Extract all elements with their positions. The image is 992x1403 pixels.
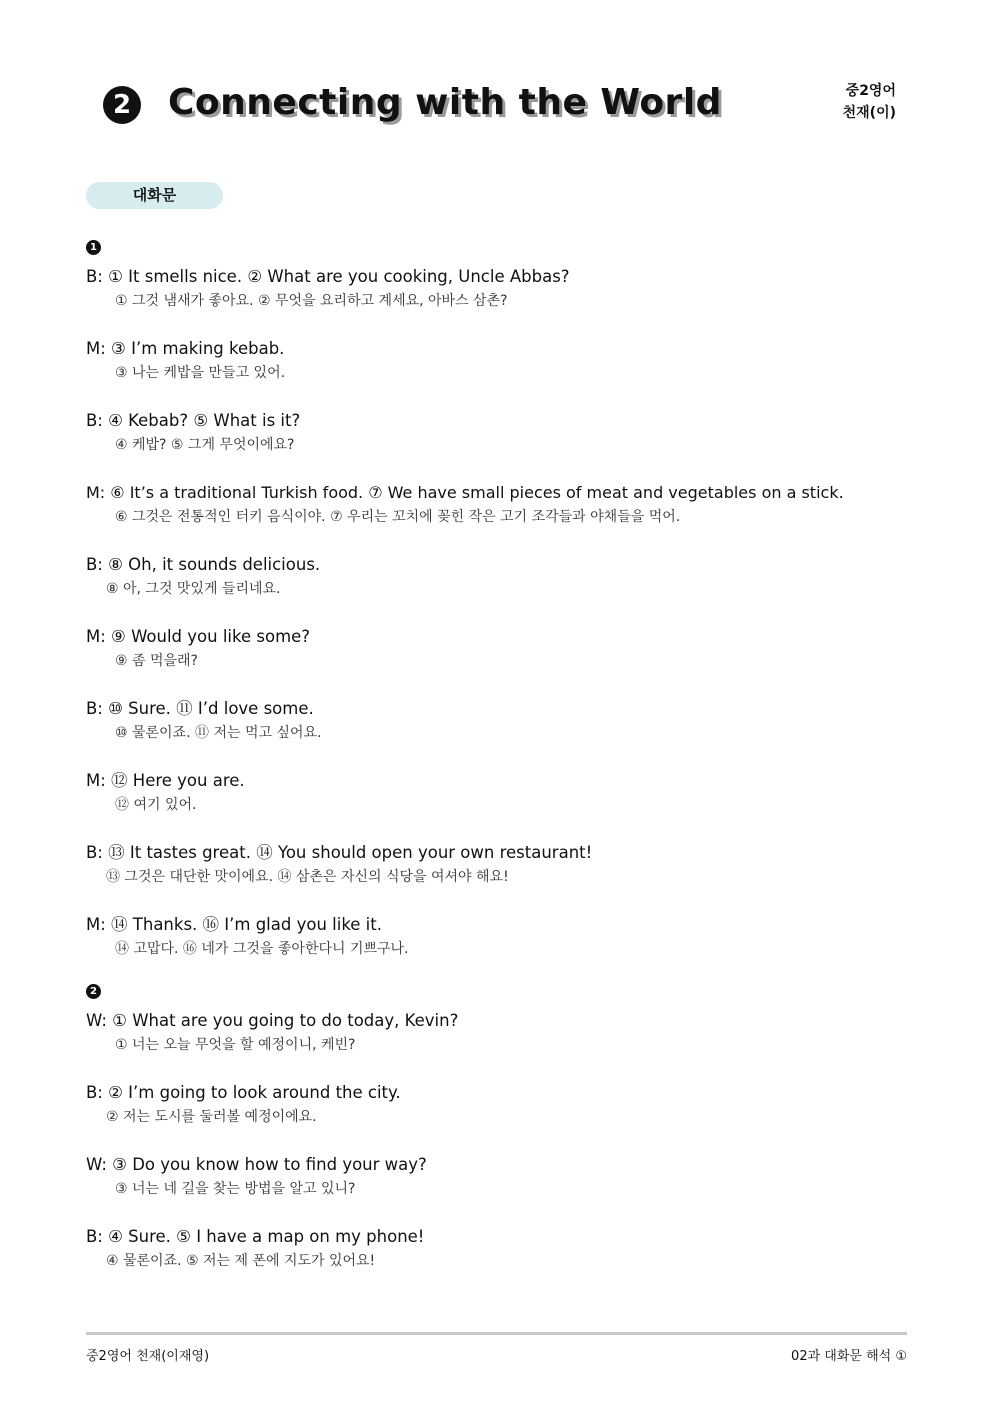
dialogue-line xyxy=(86,336,916,384)
lesson-title: Connecting with the World xyxy=(168,82,722,123)
english-sentence: B: ② I’m going to look around the city. xyxy=(86,1083,401,1102)
korean-translation: ③ 너는 네 길을 찾는 방법을 알고 있니? xyxy=(115,1181,356,1197)
english-sentence: M: ⑨ Would you like some? xyxy=(86,627,311,646)
english-sentence: M: ⑫ Here you are. xyxy=(86,771,245,790)
korean-translation: ⑬ 그것은 대단한 맛이에요. ⑭ 삼촌은 자신의 식당을 여셔야 해요! xyxy=(106,869,509,885)
footer-course: 중2영어 천재(이재영) xyxy=(86,1349,210,1364)
dialogue-line xyxy=(86,408,916,456)
publisher-label: 천재(이) xyxy=(842,105,896,121)
page-header xyxy=(100,78,900,138)
dialogue-1 xyxy=(86,240,916,960)
english-sentence: B: ④ Kebab? ⑤ What is it? xyxy=(86,411,301,430)
dialogue-list xyxy=(86,240,916,1296)
dialogue-line xyxy=(86,624,916,672)
korean-translation: ③ 나는 케밥을 만들고 있어. xyxy=(115,365,286,381)
english-sentence: W: ③ Do you know how to find your way? xyxy=(86,1155,427,1174)
dialogue-line xyxy=(86,768,916,816)
dialogue-line xyxy=(86,1080,916,1128)
english-sentence: B: ⑧ Oh, it sounds delicious. xyxy=(86,555,321,574)
english-sentence: M: ③ I’m making kebab. xyxy=(86,339,285,358)
footer-divider xyxy=(86,1332,907,1335)
dialogue-line xyxy=(86,1224,916,1272)
dialogue-line xyxy=(86,912,916,960)
korean-translation: ② 저는 도시를 둘러볼 예정이에요. xyxy=(106,1109,317,1125)
english-sentence: B: ④ Sure. ⑤ I have a map on my phone! xyxy=(86,1227,425,1246)
chapter-number-badge: 2 xyxy=(103,86,141,124)
grade-label: 중2영어 xyxy=(845,83,896,99)
english-sentence: M: ⑥ It’s a traditional Turkish food. ⑦ We have small pieces of meat and vegetables on a stick. xyxy=(86,483,844,502)
dialogue-line xyxy=(86,264,916,312)
course-info xyxy=(843,80,896,124)
korean-translation: ④ 물론이죠. ⑤ 저는 제 폰에 지도가 있어요! xyxy=(106,1253,376,1269)
dialogue-line xyxy=(86,840,916,888)
korean-translation: ⑭ 고맙다. ⑯ 네가 그것을 좋아한다니 기쁘구나. xyxy=(115,941,409,957)
korean-translation: ⑩ 물론이죠. ⑪ 저는 먹고 싶어요. xyxy=(115,725,322,741)
english-sentence: W: ① What are you going to do today, Kevin? xyxy=(86,1011,459,1030)
korean-translation: ⑫ 여기 있어. xyxy=(115,797,197,813)
korean-translation: ⑥ 그것은 전통적인 터키 음식이야. ⑦ 우리는 꼬치에 꽂힌 작은 고기 조각들과 야채들을 먹어. xyxy=(115,509,681,525)
korean-translation: ① 너는 오늘 무엇을 할 예정이니, 케빈? xyxy=(115,1037,356,1053)
footer-page-label: 02과 대화문 해석 ① xyxy=(791,1349,907,1364)
dialogue-line xyxy=(86,552,916,600)
english-sentence: B: ① It smells nice. ② What are you cooking, Uncle Abbas? xyxy=(86,267,570,286)
dialogue-number-marker: 2 xyxy=(86,984,101,999)
dialogue-2 xyxy=(86,984,916,1272)
section-label: 대화문 xyxy=(86,182,223,209)
korean-translation: ⑨ 좀 먹을래? xyxy=(115,653,198,669)
english-sentence: B: ⑬ It tastes great. ⑭ You should open your own restaurant! xyxy=(86,843,593,862)
korean-translation: ① 그것 냄새가 좋아요. ② 무엇을 요리하고 계세요, 아바스 삼촌? xyxy=(115,293,508,309)
english-sentence: B: ⑩ Sure. ⑪ I’d love some. xyxy=(86,699,314,718)
dialogue-number-marker: 1 xyxy=(86,240,101,255)
korean-translation: ⑧ 아, 그것 맛있게 들리네요. xyxy=(106,581,281,597)
english-sentence: M: ⑭ Thanks. ⑯ I’m glad you like it. xyxy=(86,915,382,934)
dialogue-line xyxy=(86,1008,916,1056)
korean-translation: ④ 케밥? ⑤ 그게 무엇이에요? xyxy=(115,437,295,453)
dialogue-line xyxy=(86,1152,916,1200)
dialogue-line xyxy=(86,480,916,528)
dialogue-line xyxy=(86,696,916,744)
